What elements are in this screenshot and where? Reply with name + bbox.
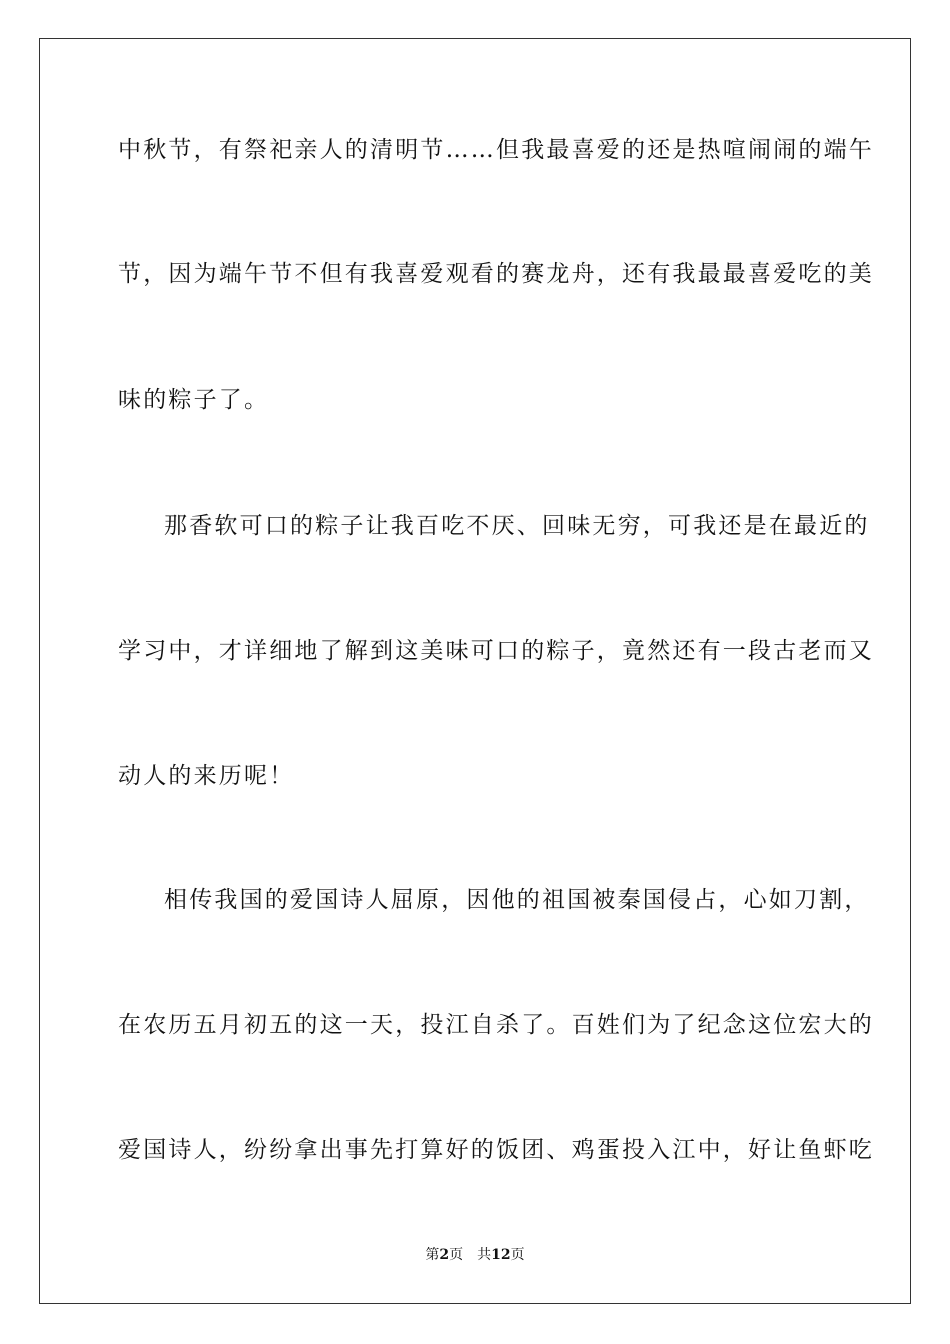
text-line: 味的粽子了。 bbox=[118, 387, 270, 413]
page-suffix: 页 bbox=[449, 1247, 464, 1263]
text-line: 动人的来历呢！ bbox=[118, 763, 295, 789]
page-number: 2 bbox=[439, 1247, 450, 1263]
total-pages: 12 bbox=[491, 1247, 511, 1263]
page-border bbox=[39, 38, 911, 1304]
text-line: 在农历五月初五的这一天，投江自杀了。百姓们为了纪念这位宏大的 bbox=[118, 1012, 874, 1038]
paragraph-start-line: 那香软可口的粽子让我百吃不厌、回味无穷，可我还是在最近的 bbox=[164, 513, 870, 539]
text-line: 节，因为端午节不但有我喜爱观看的赛龙舟，还有我最最喜爱吃的美 bbox=[118, 261, 874, 287]
text-line: 中秋节，有祭祀亲人的清明节……但我最喜爱的还是热喧闹闹的端午 bbox=[118, 137, 874, 163]
total-prefix: 共 bbox=[477, 1247, 492, 1263]
text-line: 学习中，才详细地了解到这美味可口的粽子，竟然还有一段古老而又 bbox=[118, 638, 874, 664]
paragraph-start-line: 相传我国的爱国诗人屈原，因他的祖国被秦国侵占，心如刀割， bbox=[164, 887, 870, 913]
page-prefix: 第 bbox=[425, 1247, 440, 1263]
total-suffix: 页 bbox=[510, 1247, 525, 1263]
text-line: 爱国诗人，纷纷拿出事先打算好的饭团、鸡蛋投入江中，好让鱼虾吃 bbox=[118, 1137, 874, 1163]
page-footer bbox=[0, 1246, 950, 1264]
